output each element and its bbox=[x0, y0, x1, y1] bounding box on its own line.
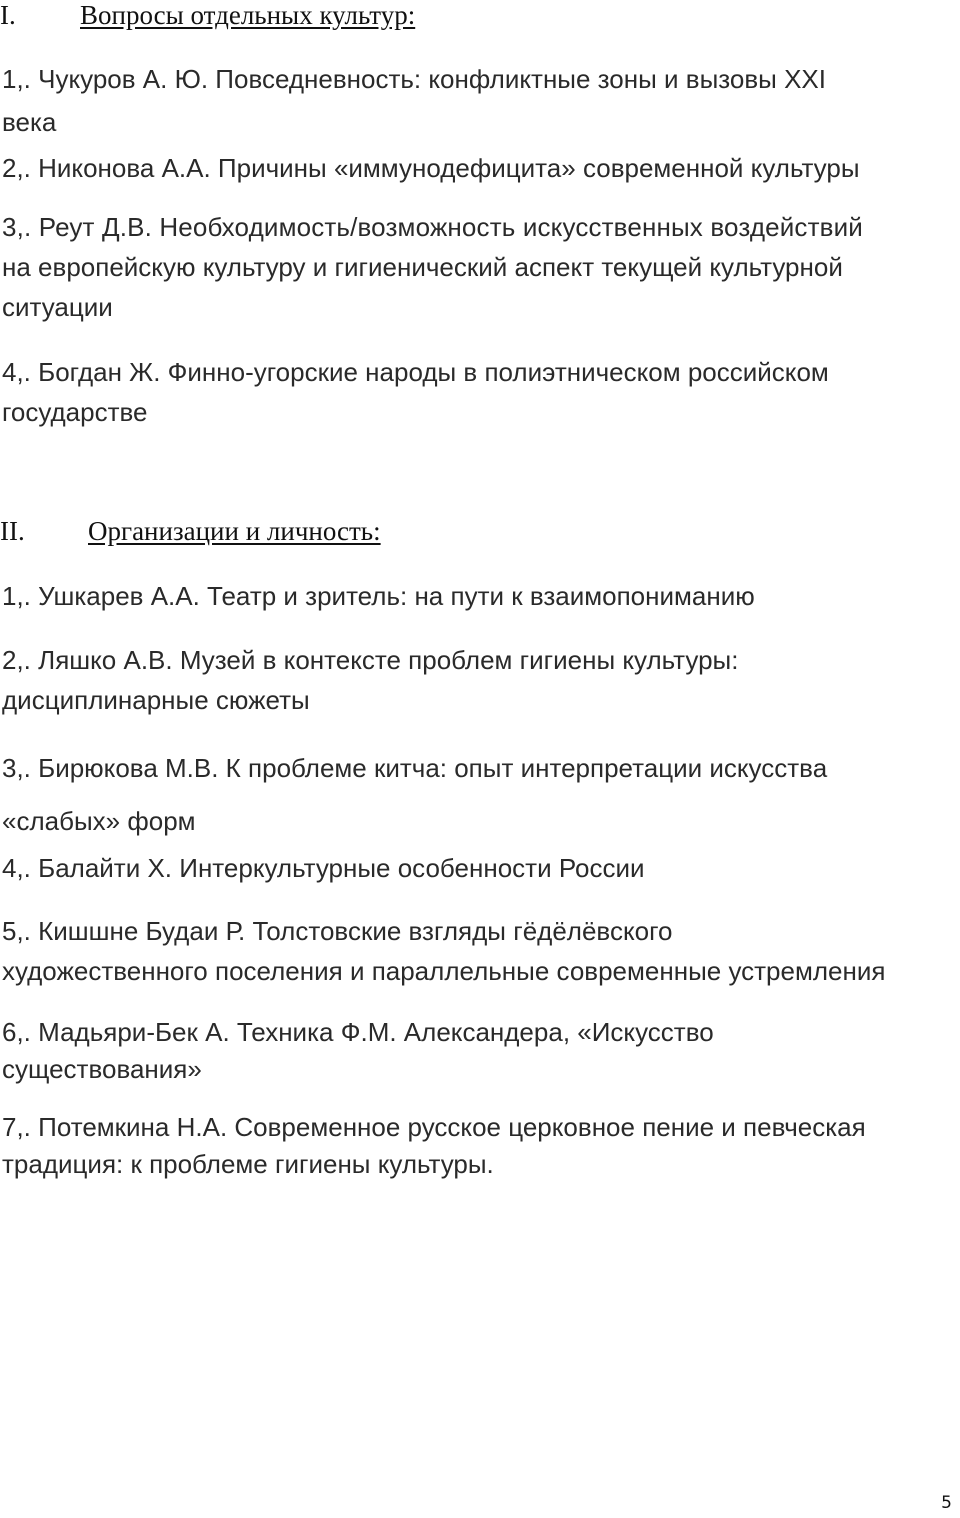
item-line: 7,. Потемкина Н.А. Современное русское церковное пение и певческая bbox=[2, 1112, 866, 1142]
item-line: дисциплинарные сюжеты bbox=[2, 685, 310, 715]
section-title: Вопросы отдельных культур: bbox=[80, 0, 416, 30]
section-number: I. bbox=[0, 0, 16, 30]
item-line: века bbox=[2, 107, 57, 137]
item-line: 1,. Ушкарев А.А. Театр и зритель: на пути к взаимопониманию bbox=[2, 581, 755, 611]
item-line: 3,. Бирюкова М.В. К проблеме китча: опыт интерпретации искусства bbox=[2, 753, 828, 783]
list-item bbox=[2, 148, 947, 188]
list-item bbox=[2, 576, 947, 616]
item-line: ситуации bbox=[2, 292, 113, 322]
item-line: 2,. Никонова А.А. Причины «иммунодефицита» современной культуры bbox=[2, 153, 860, 183]
item-line: государстве bbox=[2, 397, 148, 427]
item-line: существования» bbox=[2, 1054, 202, 1084]
item-line: 2,. Ляшко А.В. Музей в контексте проблем гигиены культуры: bbox=[2, 645, 739, 675]
item-line: «слабых» форм bbox=[2, 806, 196, 836]
section-number: II. bbox=[0, 516, 25, 546]
item-line: 5,. Кишшне Будаи Р. Толстовские взгляды гёдёлёвского bbox=[2, 916, 673, 946]
list-item bbox=[2, 352, 947, 432]
item-line: 1,. Чукуров А. Ю. Повседневность: конфликтные зоны и вызовы XXI bbox=[2, 64, 827, 94]
list-item bbox=[2, 848, 947, 888]
item-line: 4,. Балайти Х. Интеркультурные особенности России bbox=[2, 853, 645, 883]
item-line: 6,. Мадьяри-Бек А. Техника Ф.М. Александера, «Искусство bbox=[2, 1017, 714, 1047]
section-heading-1 bbox=[0, 0, 415, 30]
section-title: Организации и личность: bbox=[88, 516, 381, 546]
list-item bbox=[2, 640, 947, 720]
page-number: 5 bbox=[941, 1493, 952, 1513]
item-line: художественного поселения и параллельные современные устремления bbox=[2, 956, 886, 986]
list-item bbox=[2, 1109, 947, 1183]
list-item bbox=[2, 207, 947, 327]
list-item bbox=[2, 911, 947, 991]
list-item bbox=[2, 1014, 947, 1088]
section-heading-2 bbox=[0, 516, 381, 546]
item-line: 3,. Реут Д.В. Необходимость/возможность искусственных воздействий bbox=[2, 212, 863, 242]
list-item bbox=[2, 742, 947, 848]
item-line: традиция: к проблеме гигиены культуры. bbox=[2, 1149, 494, 1179]
item-line: 4,. Богдан Ж. Финно-угорские народы в полиэтническом российском bbox=[2, 357, 829, 387]
item-line: на европейскую культуру и гигиенический аспект текущей культурной bbox=[2, 252, 843, 282]
list-item bbox=[2, 58, 947, 144]
